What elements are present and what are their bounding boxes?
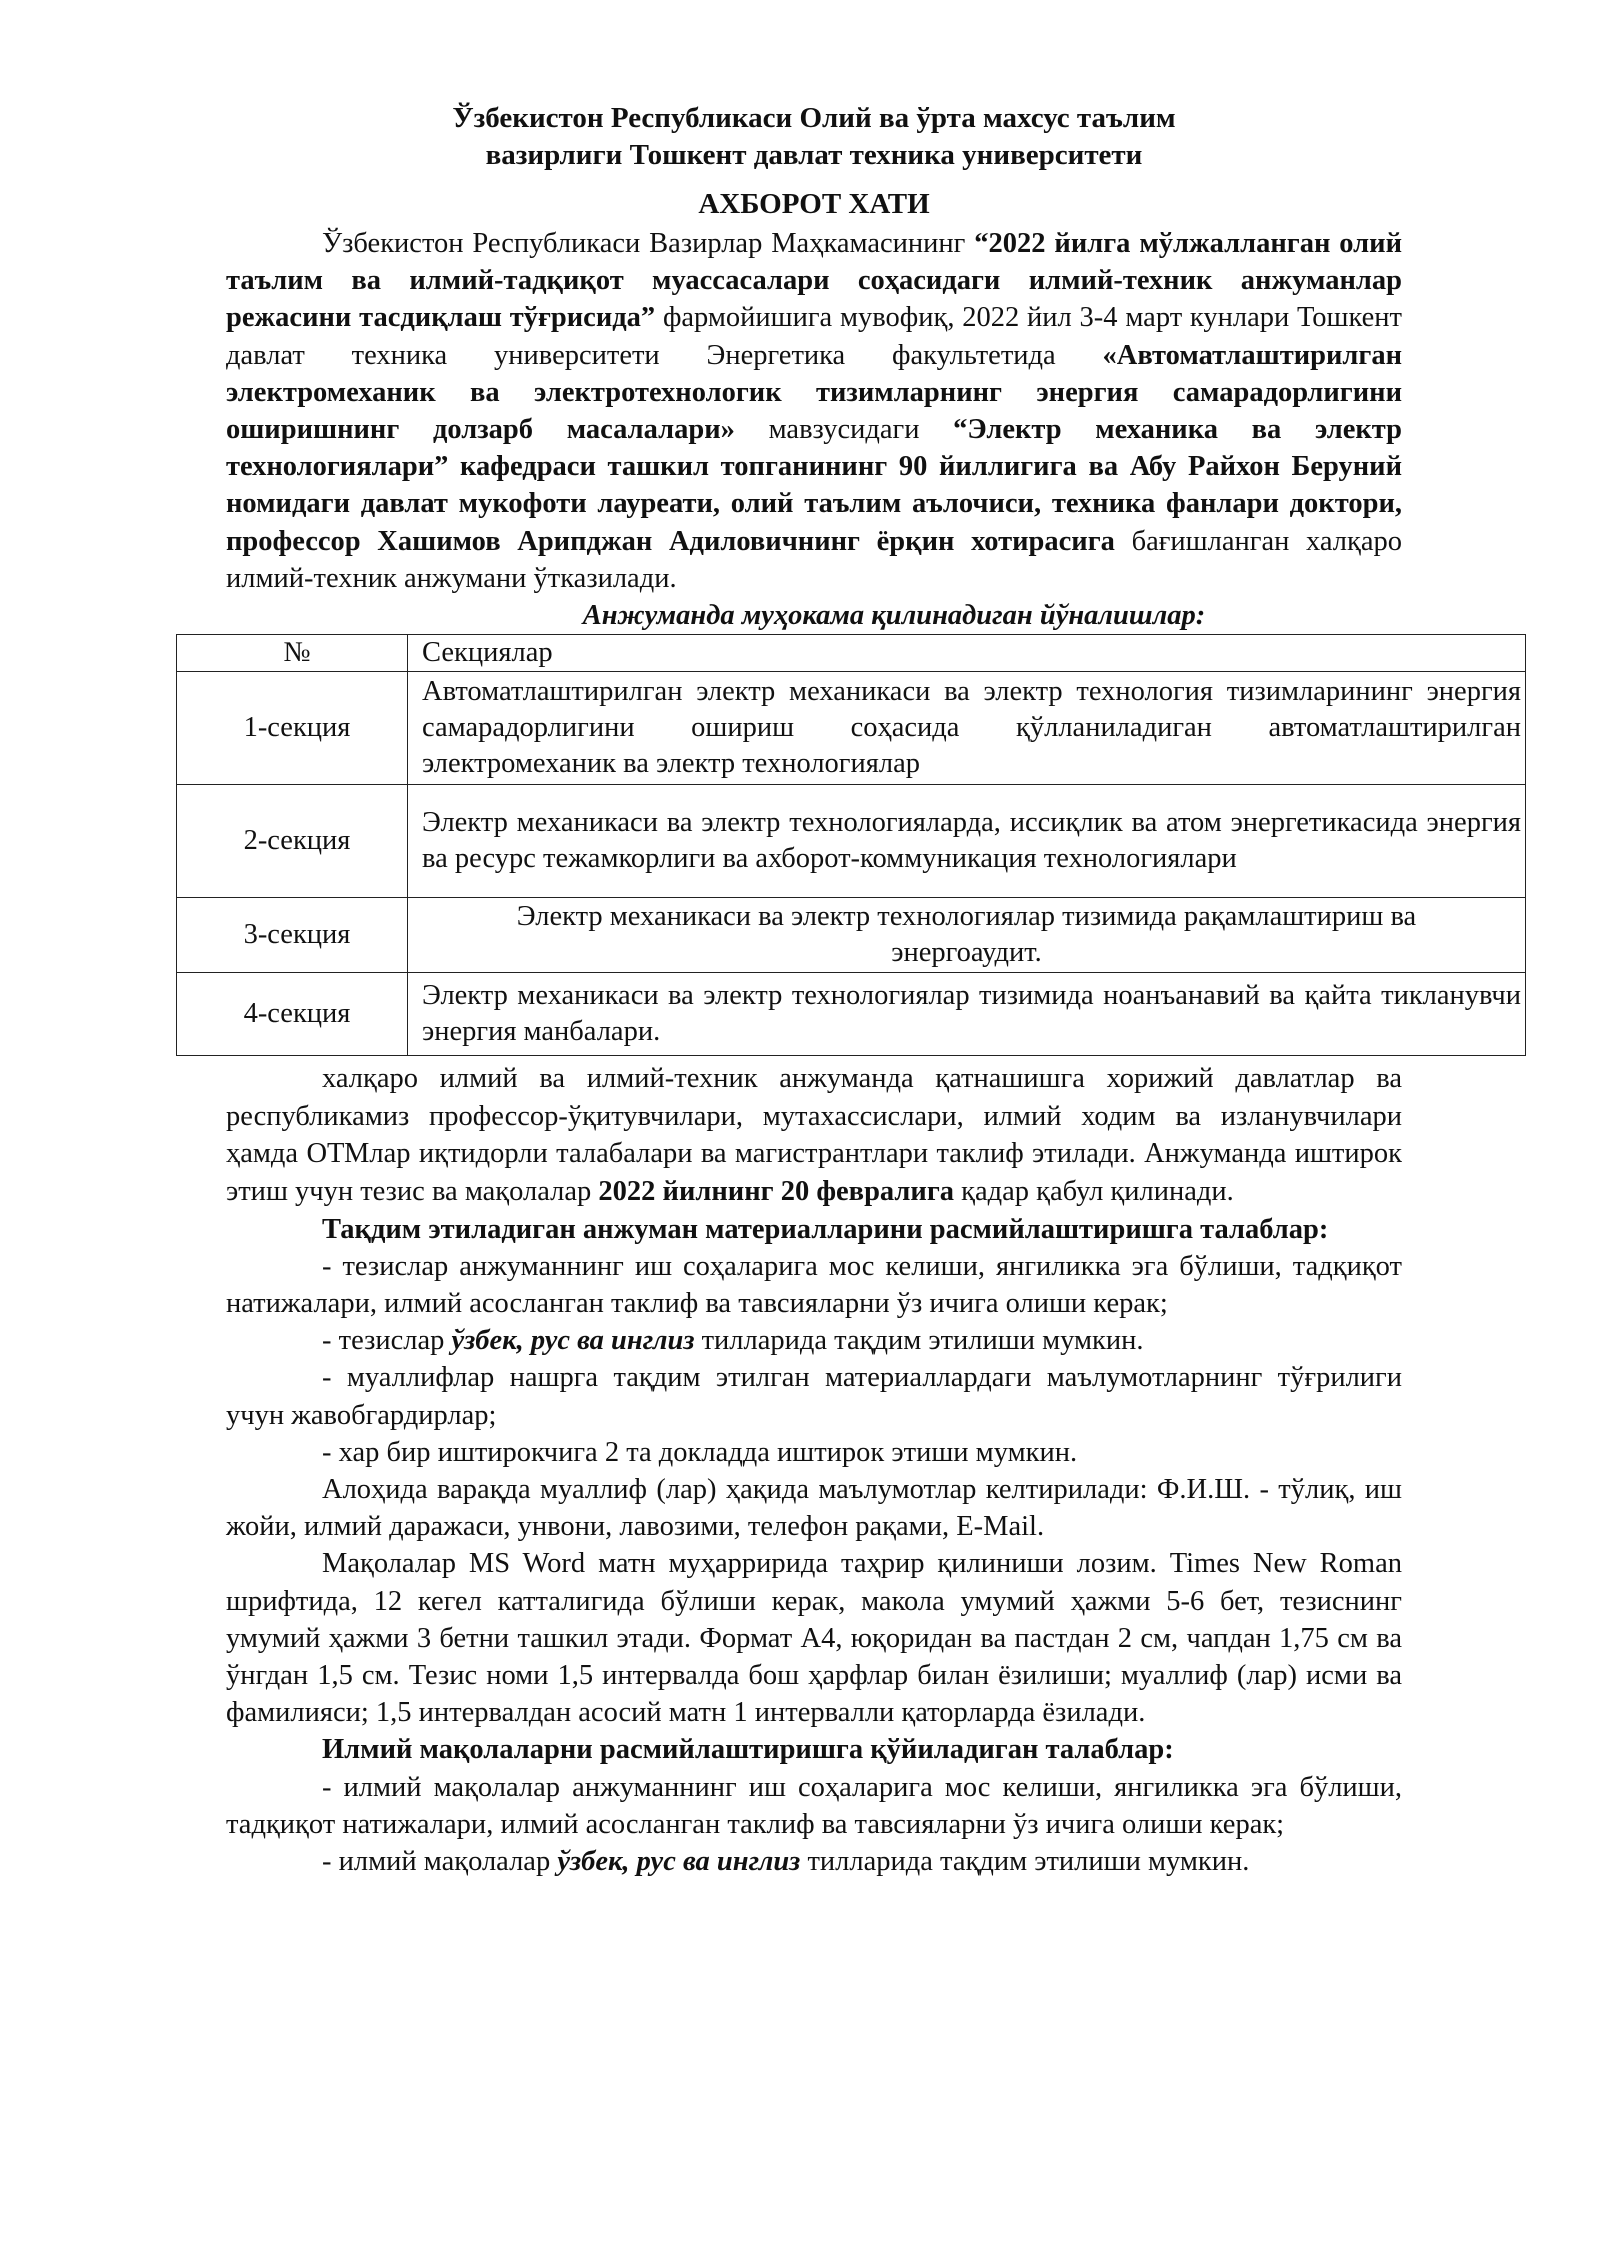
articles-requirement-1: - илмий мақолалар анжуманнинг иш соҳаларига мос келиши, янгиликка эга бўлиши, тадқиқот натижалари, илмий асосланган таклиф ва тавсияларни ўз ичига олиши керак; — [226, 1771, 1402, 1840]
invitation-text: халқаро илмий ва илмий-техник анжуманда қатнашишга хорижий давлатлар ва республикамиз профессор-ўқитувчилари, мутахассислари, илмий ходим ва изланувчилари ҳамда ОТМлар иқтидорли талабалари ва магистрантлари таклиф этилади. Анжуманда иштирок этиш учун тезис ва мақолалар — [226, 1063, 1402, 1208]
table-header-row — [177, 635, 1526, 672]
intro-conference-title: «Автоматлаштирилган электромеханик ва электротехнологик тизимларнинг энергия самарадорлигини оширишнинг долзарб масалалари» — [226, 339, 1402, 446]
intro-text-2: фармойишига мувофиқ, 2022 йил 3-4 март кунлари Тошкент давлат техника университети Энергетика факультетида — [226, 302, 1402, 371]
theses-requirements-heading: Тақдим этиладиган анжуман материалларини расмийлаштиришга талаблар: — [322, 1213, 1329, 1245]
format-paragraph: Мақолалар MS Word матн муҳарририда таҳрир қилиниши лозим. Times New Roman шрифтида, 12 кегел катталигида бўлиши керак, макола умумий ҳажми 5-6 бет, тезиснинг умумий ҳажми 3 бетни ташкил этади. Формат А4, юқоридан ва пастдан 2 см, чапдан 1,75 см ва ўнгдан 1,5 см. Тезис номи 1,5 интервалда бош ҳарфлар билан ёзилиши; муаллиф (лар) исми ва фамилияси; 1,5 интервалдан асосий матн 1 интервалли қаторларда ёзилади. — [226, 1548, 1402, 1729]
table-row — [177, 785, 1526, 898]
theses-requirement-4: - хар бир иштирокчига 2 та докладда иштирок этиши мумкин. — [322, 1436, 1078, 1468]
author-info-paragraph: Алоҳида варақда муаллиф (лар) ҳақида маълумотлар келтирилади: Ф.И.Ш. - тўлиқ, иш жойи, илмий даражаси, унвони, лавозими, телефон рақами, E-Mail. — [226, 1474, 1402, 1543]
theses-requirement-2 — [226, 1322, 1402, 1359]
requirement-2-start: - тезислар — [322, 1325, 452, 1357]
intro-text-4: бағишланган халқаро илмий-техник анжумани ўтказилади. — [226, 525, 1403, 594]
section-number: 1-секция — [177, 672, 408, 785]
ministry-line-1: Ўзбекистон Республикаси Олий ва ўрта махсус таълим — [452, 102, 1176, 134]
intro-dedication: “Электр механика ва электр технологиялари” кафедраси ташкил топганининг 90 йиллигига ва Абу Райхон Беруний номидаги давлат мукофоти лауреати, олий таълим аълочиси, техника фанлари доктори, профессор Хашимов Арипджан Адиловичнинг ёрқин хотирасига — [226, 414, 1402, 557]
section-number: 2-секция — [177, 785, 408, 898]
sections-table — [176, 634, 1526, 1056]
table-header-number: № — [177, 635, 408, 672]
theses-requirement-1: - тезислар анжуманнинг иш соҳаларига мос келиши, янгиликка эга бўлиши, тадқиқот натижалари, илмий асосланган таклиф ва тавсияларни ўз ичига олиши керак; — [226, 1250, 1402, 1320]
table-row — [177, 898, 1526, 973]
section-number: 4-секция — [177, 973, 408, 1056]
table-header-sections: Секциялар — [408, 635, 1526, 672]
requirement-2-languages: ўзбек, рус ва инглиз — [451, 1325, 695, 1357]
intro-decree-title: “2022 йилга мўлжалланган олий таълим ва илмий-тадқиқот муассасалари соҳасидаги илмий-техник анжуманлар режасини тасдиқлаш тўғрисида” — [226, 228, 1402, 334]
ministry-line-2: вазирлиги Тошкент давлат техника университети — [485, 139, 1143, 171]
theses-requirement-3: - муаллифлар нашрга тақдим этилган материаллардаги маълумотларнинг тўғрилиги учун жавобгардирлар; — [226, 1362, 1402, 1431]
sections-heading: Анжуманда муҳокама қилинадиган йўналишлар: — [582, 600, 1206, 632]
intro-text-1: Ўзбекистон Республикаси Вазирлар Маҳкамасининг — [322, 228, 975, 259]
section-number: 3-секция — [177, 898, 408, 973]
deadline-date: 2022 йилнинг 20 февралига — [598, 1176, 955, 1208]
document-page — [226, 100, 1521, 1880]
document-title: АХБОРОТ ХАТИ — [698, 188, 930, 220]
table-row — [177, 672, 1526, 785]
articles-requirement-2-start: - илмий мақолалар — [322, 1846, 558, 1878]
section-description: Электр механикаси ва электр технологиялар тизимида рақамлаштириш ва энергоаудит. — [408, 898, 1526, 973]
invitation-paragraph — [226, 1060, 1402, 1210]
articles-requirement-2-languages: ўзбек, рус ва инглиз — [557, 1846, 801, 1878]
section-description: Электр механикаси ва электр технологияларда, иссиқлик ва атом энергетикасида энергия ва ресурс тежамкорлиги ва ахборот-коммуникация технологиялари — [408, 785, 1526, 898]
articles-requirement-2 — [226, 1843, 1402, 1880]
requirement-2-end: тилларида тақдим этилиши мумкин. — [694, 1325, 1144, 1357]
articles-requirement-2-end: тилларида тақдим этилиши мумкин. — [800, 1846, 1250, 1878]
table-row — [177, 973, 1526, 1056]
invitation-end: қадар қабул қилинади. — [954, 1176, 1234, 1208]
section-description: Автоматлаштирилган электр механикаси ва электр технология тизимларининг энергия самарадорлигини ошириш соҳасида қўлланиладиган автоматлаштирилган электромеханик ва электр технологиялар — [408, 672, 1526, 785]
intro-text-3: мавзусидаги — [734, 414, 954, 446]
section-description: Электр механикаси ва электр технологиялар тизимида ноанъанавий ва қайта тикланувчи энергия манбалари. — [408, 973, 1526, 1056]
articles-requirements-heading: Илмий мақолаларни расмийлаштиришга қўйиладиган талаблар: — [322, 1734, 1174, 1766]
intro-paragraph — [226, 225, 1402, 597]
